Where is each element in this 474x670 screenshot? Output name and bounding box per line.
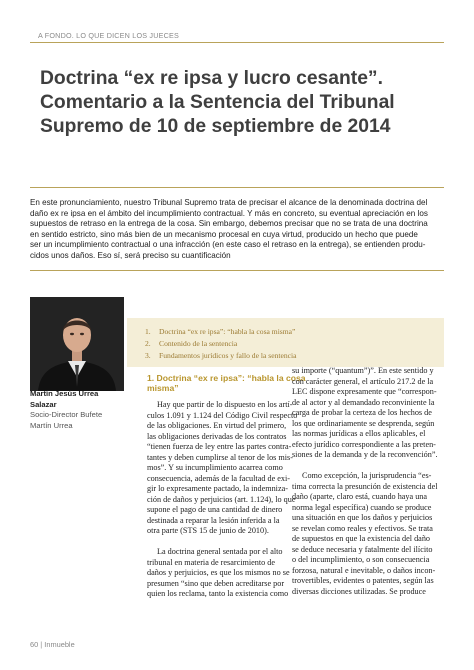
toc-item	[145, 327, 295, 336]
body-line: Hay que partir de lo dispuesto en los artí-	[157, 400, 293, 409]
body-line: una situación en que los daños y perjuicios	[292, 513, 433, 522]
section-heading	[147, 373, 306, 394]
body-line: efecto jurídico correspondiente a las preten-	[292, 439, 436, 449]
page-footer	[30, 640, 75, 649]
body-line: siones de la demanda y de la reconvención”.	[292, 450, 438, 459]
header-rule	[30, 42, 444, 43]
body-line: culos 1.091 y 1.124 del Código Civil respecto	[147, 410, 298, 420]
body-line: con carácter general, el artículo 217.2 de la	[292, 376, 434, 386]
abstract-line: En este pronunciamiento, nuestro Tribunal Supremo trata de precisar el alcance de la denominada doctrina del	[30, 198, 428, 207]
publication-name: Inmueble	[44, 640, 75, 649]
title-line: Doctrina “ex re ipsa y lucro cesante”.	[40, 68, 383, 89]
body-line: supone el pago de una cantidad de dinero	[147, 505, 283, 514]
body-line: las normas jurídicas a ellos aplicables, el	[292, 429, 426, 438]
author-name-line: Martín Jesús Urrea	[30, 389, 99, 398]
body-line: se revelan como reales y efectivos. Se trata	[292, 523, 433, 533]
abstract-line: daño ex re ipsa en el ámbito del incumplimiento contractual. Y más en concreto, su eventual apreciación en los	[30, 208, 428, 218]
page-number: 60	[30, 640, 39, 649]
body-line: o del incumplimiento, o son consecuencia	[292, 555, 430, 564]
paragraph-gap	[292, 461, 440, 472]
abstract-line: en sentido estricto, sino más bien de un mecanismo procesal en cuya virtud, producido un hecho que puede	[30, 229, 418, 239]
title-line: Supremo de 10 de septiembre de 2014	[40, 116, 391, 137]
body-column-right	[292, 366, 440, 597]
body-line: de supuestos en que la existencia del daño	[292, 534, 431, 543]
abstract-line: cidos unos daños. Eso sí, será preciso su cuantificación	[30, 250, 231, 260]
section-heading-line: misma”	[147, 383, 179, 394]
body-line: otra parte (STS 15 de junio de 2010).	[147, 526, 269, 535]
body-line: diversas dicciones utilizadas. Se produce	[292, 586, 426, 596]
body-line: quien los reclama, tanto la existencia como	[147, 589, 289, 598]
body-line: de al actor y al demandado reconviniente la	[292, 397, 435, 407]
table-of-contents	[127, 318, 444, 367]
section-tag: A FONDO. LO QUE DICEN LOS JUECES	[38, 31, 179, 40]
toc-item-label: Contenido de la sentencia	[159, 339, 238, 348]
paragraph-gap	[147, 537, 283, 548]
body-line: trovertibles, evidentes o patentes, según las	[292, 576, 434, 585]
author-role-line: Socio-Director Bufete	[30, 410, 103, 420]
body-line: los que ordinariamente se desprenda, según	[292, 418, 435, 428]
body-line: de las obligaciones. En virtud del primero,	[147, 421, 287, 430]
body-line: “tienen fuerza de ley entre las partes contra-	[147, 442, 292, 451]
body-line: su importe (“quantum”)”. En este sentido y	[292, 366, 434, 375]
body-line: se deduce necesaria y fatalmente del ilícito	[292, 544, 433, 554]
body-line: tima correcta la presunción de existencia del	[292, 481, 438, 491]
body-line: ción de daños y perjuicios (art. 1.124), lo que	[147, 494, 296, 504]
author-name-line: Salazar	[30, 399, 57, 409]
title-line: Comentario a la Sentencia del Tribunal	[40, 92, 395, 113]
abstract-bottom-rule	[30, 270, 444, 271]
toc-item-label: Doctrina “ex re ipsa”: “habla la cosa misma”	[159, 327, 296, 336]
body-line: consecuencia, además de la facultad de exi-	[147, 473, 290, 483]
toc-item-number: 3.	[145, 351, 151, 360]
article-title	[40, 67, 450, 139]
body-line: La doctrina general sentada por el alto	[157, 547, 283, 556]
body-line: LEC dispone expresamente que “correspon-	[292, 387, 437, 396]
body-line: las obligaciones derivadas de los contratos	[147, 431, 287, 441]
author-info	[30, 389, 126, 431]
body-line: tantes y deben cumplirse al tenor de los mis-	[147, 452, 293, 462]
body-line: carga de probar la certeza de los hechos de	[292, 408, 432, 417]
author-role-line: Martín Urrea	[30, 420, 73, 430]
abstract-top-rule	[30, 187, 444, 188]
section-header	[30, 30, 444, 42]
author-photo	[30, 297, 124, 391]
toc-item-number: 1.	[145, 327, 151, 336]
body-line: forzosa, natural e inevitable, o daños incon-	[292, 565, 436, 575]
body-line: mos”. Y su incumplimiento acarrea como	[147, 463, 283, 472]
section-heading-line: 1. Doctrina “ex re ipsa”: “habla la cosa	[147, 373, 306, 383]
body-line: tribunal en materia de resarcimiento de	[147, 557, 275, 567]
body-line: gir lo expresamente pactado, la indemniza-	[147, 484, 288, 493]
body-column-left	[147, 400, 298, 600]
body-line: Como excepción, la jurisprudencia “es-	[302, 471, 432, 480]
body-line: destinada a reparar la lesión inferida a la	[147, 515, 280, 525]
body-line: daño (aparte, claro está, cuando haya una	[292, 492, 428, 501]
footer-separator: |	[40, 640, 43, 649]
body-line: daños y perjuicios, es que los mismos no se	[147, 568, 290, 577]
body-line: presumen “sino que deben acreditarse por	[147, 578, 285, 588]
toc-item	[145, 339, 237, 348]
author-portrait-image	[30, 297, 124, 391]
toc-item-number: 2.	[145, 339, 151, 348]
body-line: norma legal específica) cuando se produce	[292, 502, 432, 512]
toc-item	[145, 351, 297, 360]
article-abstract	[30, 198, 444, 262]
toc-item-label: Fundamentos jurídicos y fallo de la sentencia	[159, 351, 297, 360]
abstract-line: ser un incumplimiento contractual o una infracción (en este caso el retraso en la entrega), se entienden produ-	[30, 240, 426, 250]
abstract-line: supuestos de retraso en la entrega de la cosa. Sin embargo, debemos precisar que no se trata de una doctrina	[30, 219, 428, 229]
